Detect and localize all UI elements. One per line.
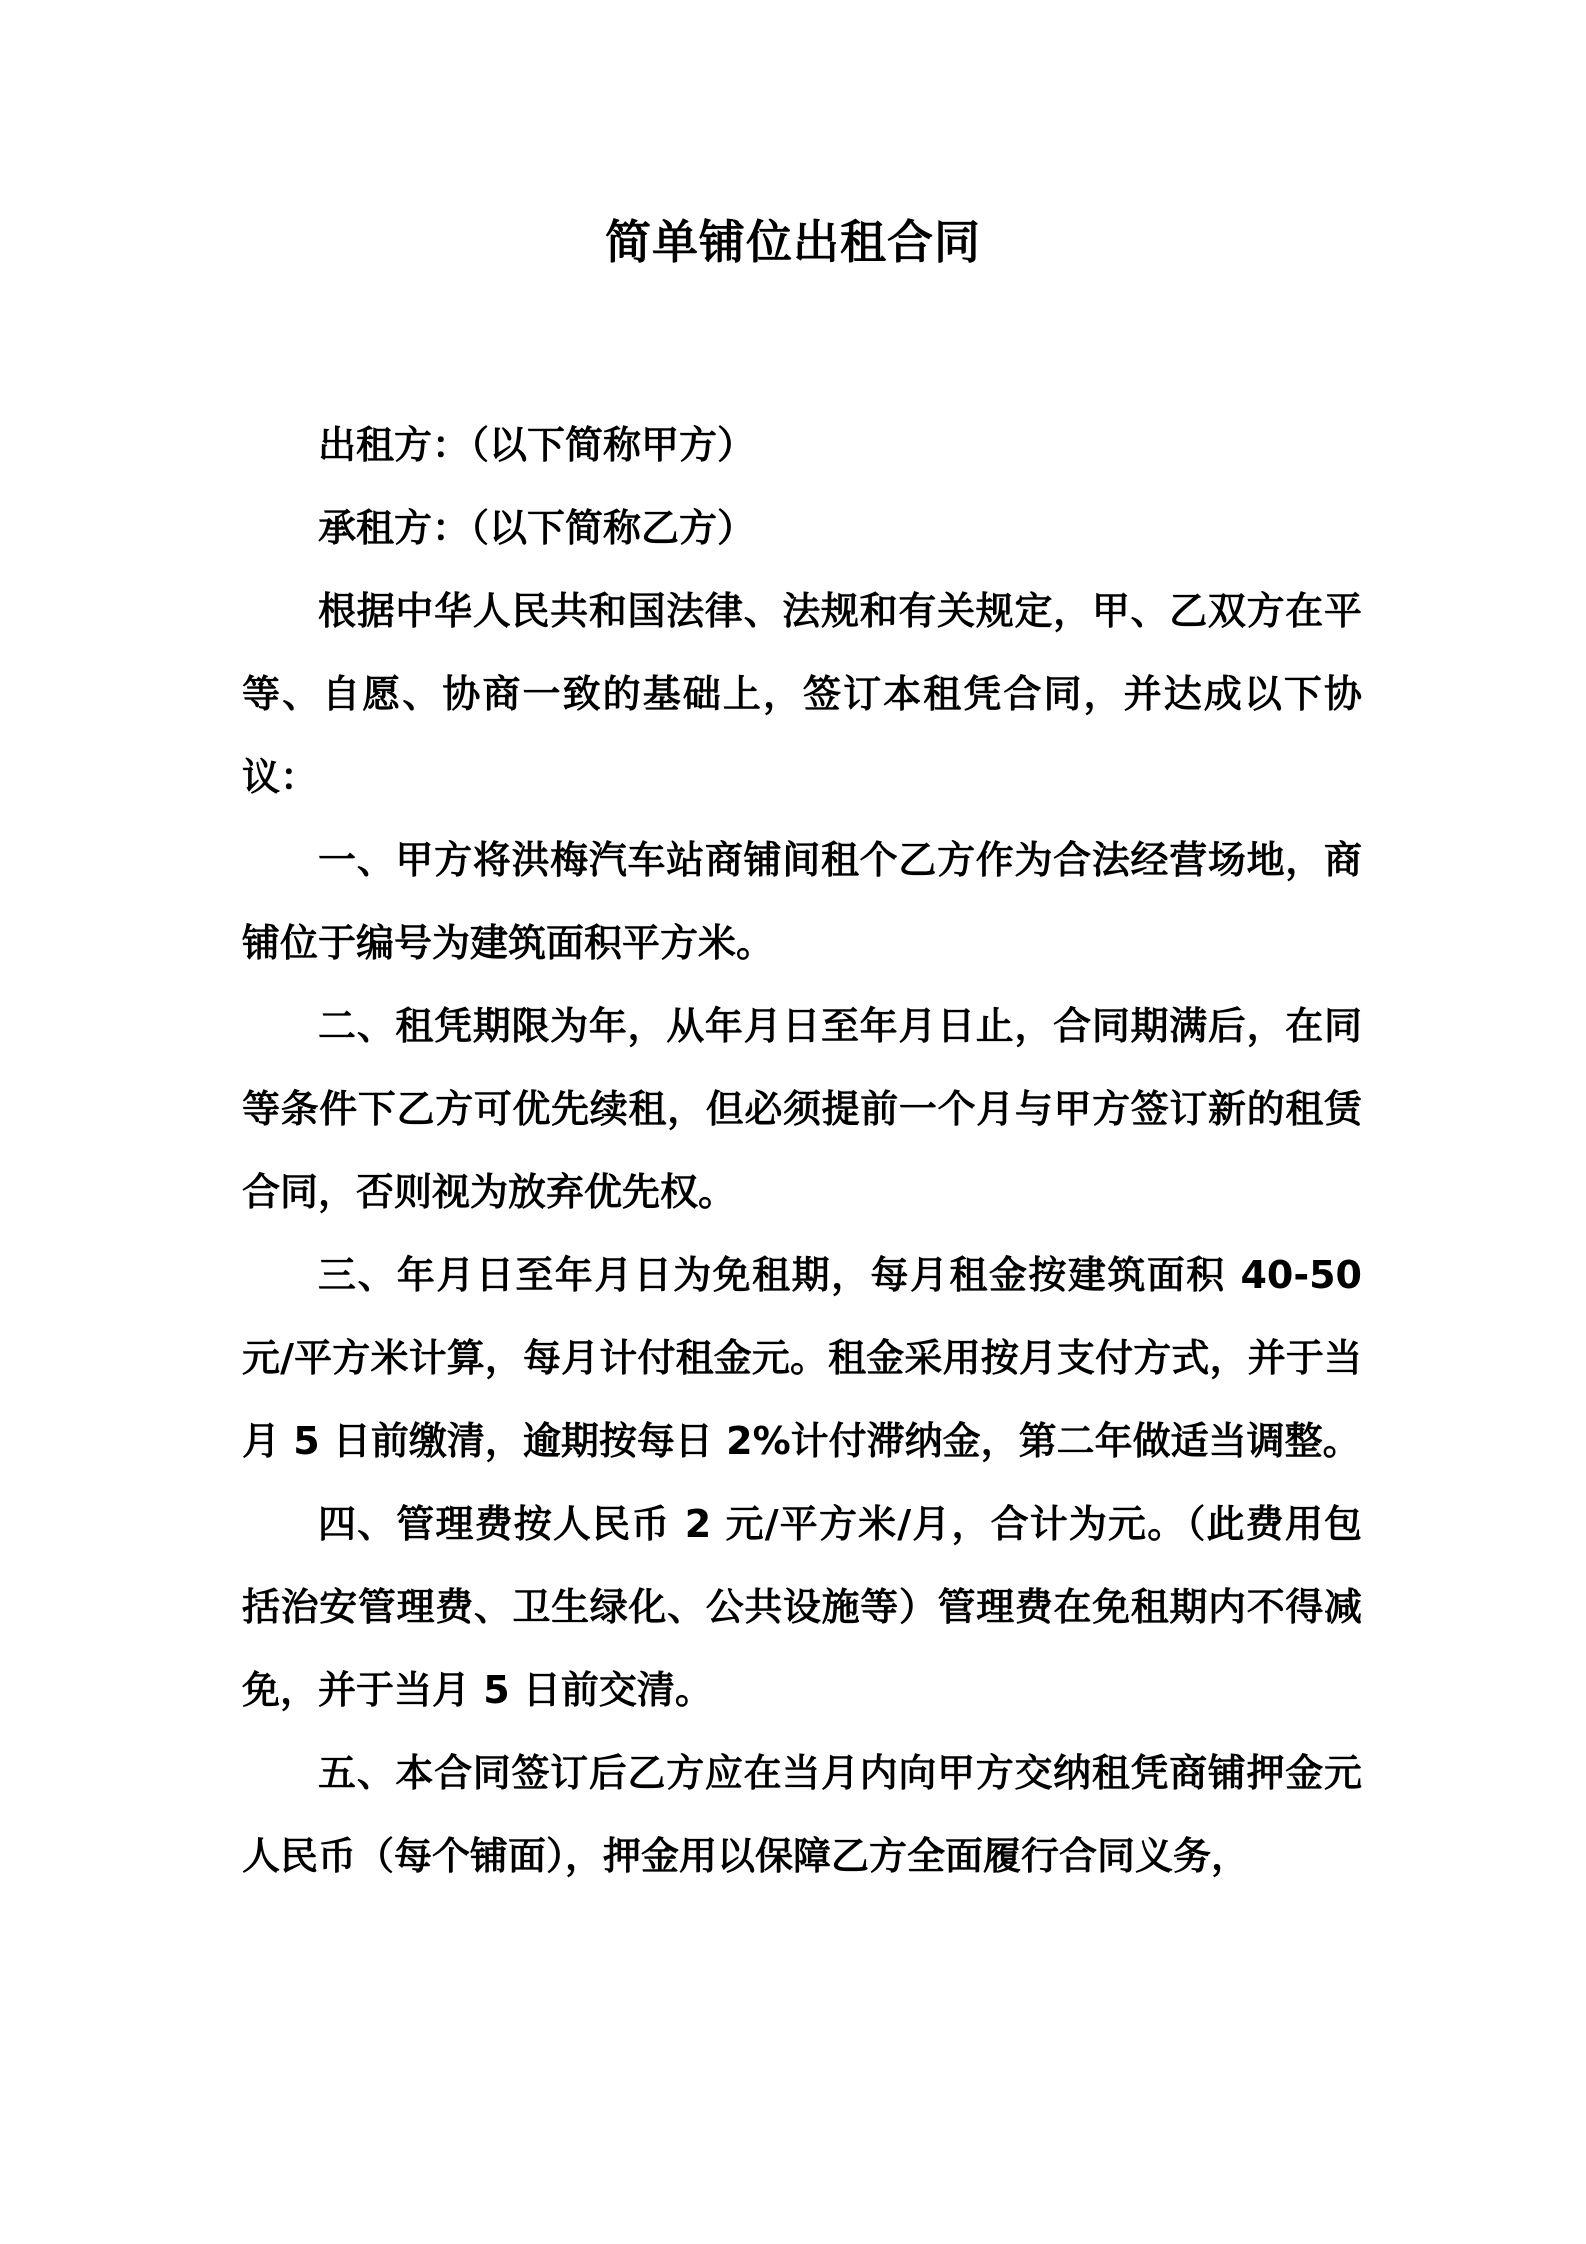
paragraph-clause-3: 三、年月日至年月日为免租期，每月租金按建筑面积 40-50 元/平方米计算，每月计付租金元。租金采用按月支付方式，并于当月 5 日前缴清，逾期按每日 2%计付滞纳金，第二年做适当调整。 <box>242 1253 1362 1463</box>
paragraph-clause-5: 五、本合同签订后乙方应在当月内向甲方交纳租凭商铺押金元人民币（每个铺面），押金用以保障乙方全面履行合同义务， <box>242 1751 1362 1878</box>
paragraph-lessor: 出租方：（以下简称甲方） <box>318 423 756 467</box>
paragraph-clause-1: 一、甲方将洪梅汽车站商铺间租个乙方作为合法经营场地，商铺位于编号为建筑面积平方米。 <box>242 838 1362 965</box>
paragraph-clause-4: 四、管理费按人民币 2 元/平方米/月，合计为元。（此费用包括治安管理费、卫生绿化、公共设施等）管理费在免租期内不得减免，并于当月 5 日前交清。 <box>242 1502 1362 1712</box>
document-title: 简单铺位出租合同 <box>605 215 981 269</box>
paragraph-clause-2: 二、租凭期限为年，从年月日至年月日止，合同期满后，在同等条件下乙方可优先续租，但必须提前一个月与甲方签订新的租赁合同，否则视为放弃优先权。 <box>242 1004 1362 1214</box>
paragraph-lessee: 承租方：（以下简称乙方） <box>318 506 756 550</box>
document-body <box>242 404 1362 1898</box>
paragraph-preamble: 根据中华人民共和国法律、法规和有关规定，甲、乙双方在平等、自愿、协商一致的基础上，签订本租凭合同，并达成以下协议： <box>242 589 1362 799</box>
